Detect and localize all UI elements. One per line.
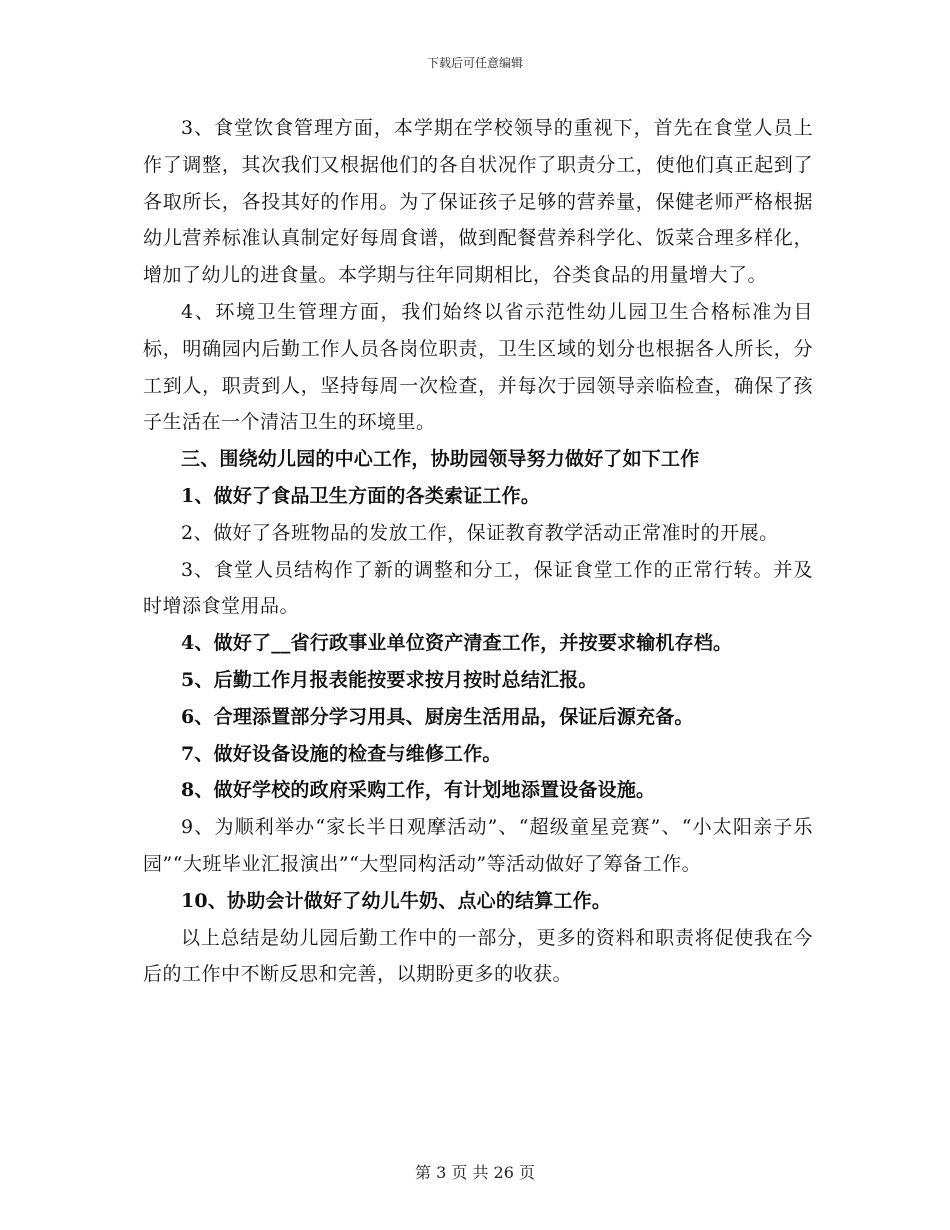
paragraph-canteen-management: 3、食堂饮食管理方面，本学期在学校领导的重视下，首先在食堂人员上作了调整，其次我们又根据他们的各自状况作了职责分工，使他们真正起到了各取所长，各投其好的作用。为了保证孩子足够的营养量，保健老师严格根据幼儿营养标准认真制定好每周食谱，做到配餐营养科学化、饭菜合理多样化，增加了幼儿的进食量。本学期与往年同期相比，谷类食品的用量增大了。 bbox=[143, 117, 813, 287]
section-heading-center-work: 三、围绕幼儿园的中心工作，协助园领导努力做好了如下工作 bbox=[181, 448, 700, 471]
list-item-canteen-staff: 3、食堂人员结构作了新的调整和分工，保证食堂工作的正常行转。并及时增添食堂用品。 bbox=[143, 558, 813, 618]
list-item-event-preparation: 9、为顺利举办“家长半日观摩活动”、“超级童星竞赛”、“小太阳亲子乐园”“大班毕业汇报演出”“大型同构活动”等活动做好了筹备工作。 bbox=[143, 816, 813, 875]
list-item-government-procurement: 8、做好学校的政府采购工作，有计划地添置设备设施。 bbox=[181, 779, 656, 802]
list-item-purchase-supplies: 6、合理添置部分学习用具、厨房生活用品，保证后源充备。 bbox=[181, 705, 694, 728]
list-item-asset-audit: 4、做好了__省行政事业单位资产清查工作，并按要求输机存档。 bbox=[181, 632, 733, 655]
list-item-supplies-distribution: 2、做好了各班物品的发放工作，保证教育教学活动正常准时的开展。 bbox=[181, 521, 779, 544]
list-item-equipment-maintenance: 7、做好设备设施的检查与维修工作。 bbox=[181, 742, 502, 765]
list-item-food-hygiene: 1、做好了食品卫生方面的各类索证工作。 bbox=[181, 484, 541, 507]
page-number-footer: 第 3 页 共 26 页 bbox=[415, 1163, 535, 1182]
list-item-accounting-assist: 10、协助会计做好了幼儿牛奶、点心的结算工作。 bbox=[181, 889, 612, 912]
paragraph-conclusion: 以上总结是幼儿园后勤工作中的一部分，更多的资料和职责将促使我在今后的工作中不断反思和完善，以期盼更多的收获。 bbox=[143, 926, 813, 986]
page-header: 下载后可任意编辑 bbox=[426, 56, 523, 70]
document-body bbox=[143, 110, 813, 993]
paragraph-environment-hygiene: 4、环境卫生管理方面，我们始终以省示范性幼儿园卫生合格标准为目标，明确园内后勤工作人员各岗位职责，卫生区域的划分也根据各人所长，分工到人，职责到人，坚持每周一次检查，并每次于园领导亲临检查，确保了孩子生活在一个清洁卫生的环境里。 bbox=[143, 300, 813, 434]
list-item-monthly-report: 5、后勤工作月报表能按要求按月按时总结汇报。 bbox=[181, 668, 598, 691]
